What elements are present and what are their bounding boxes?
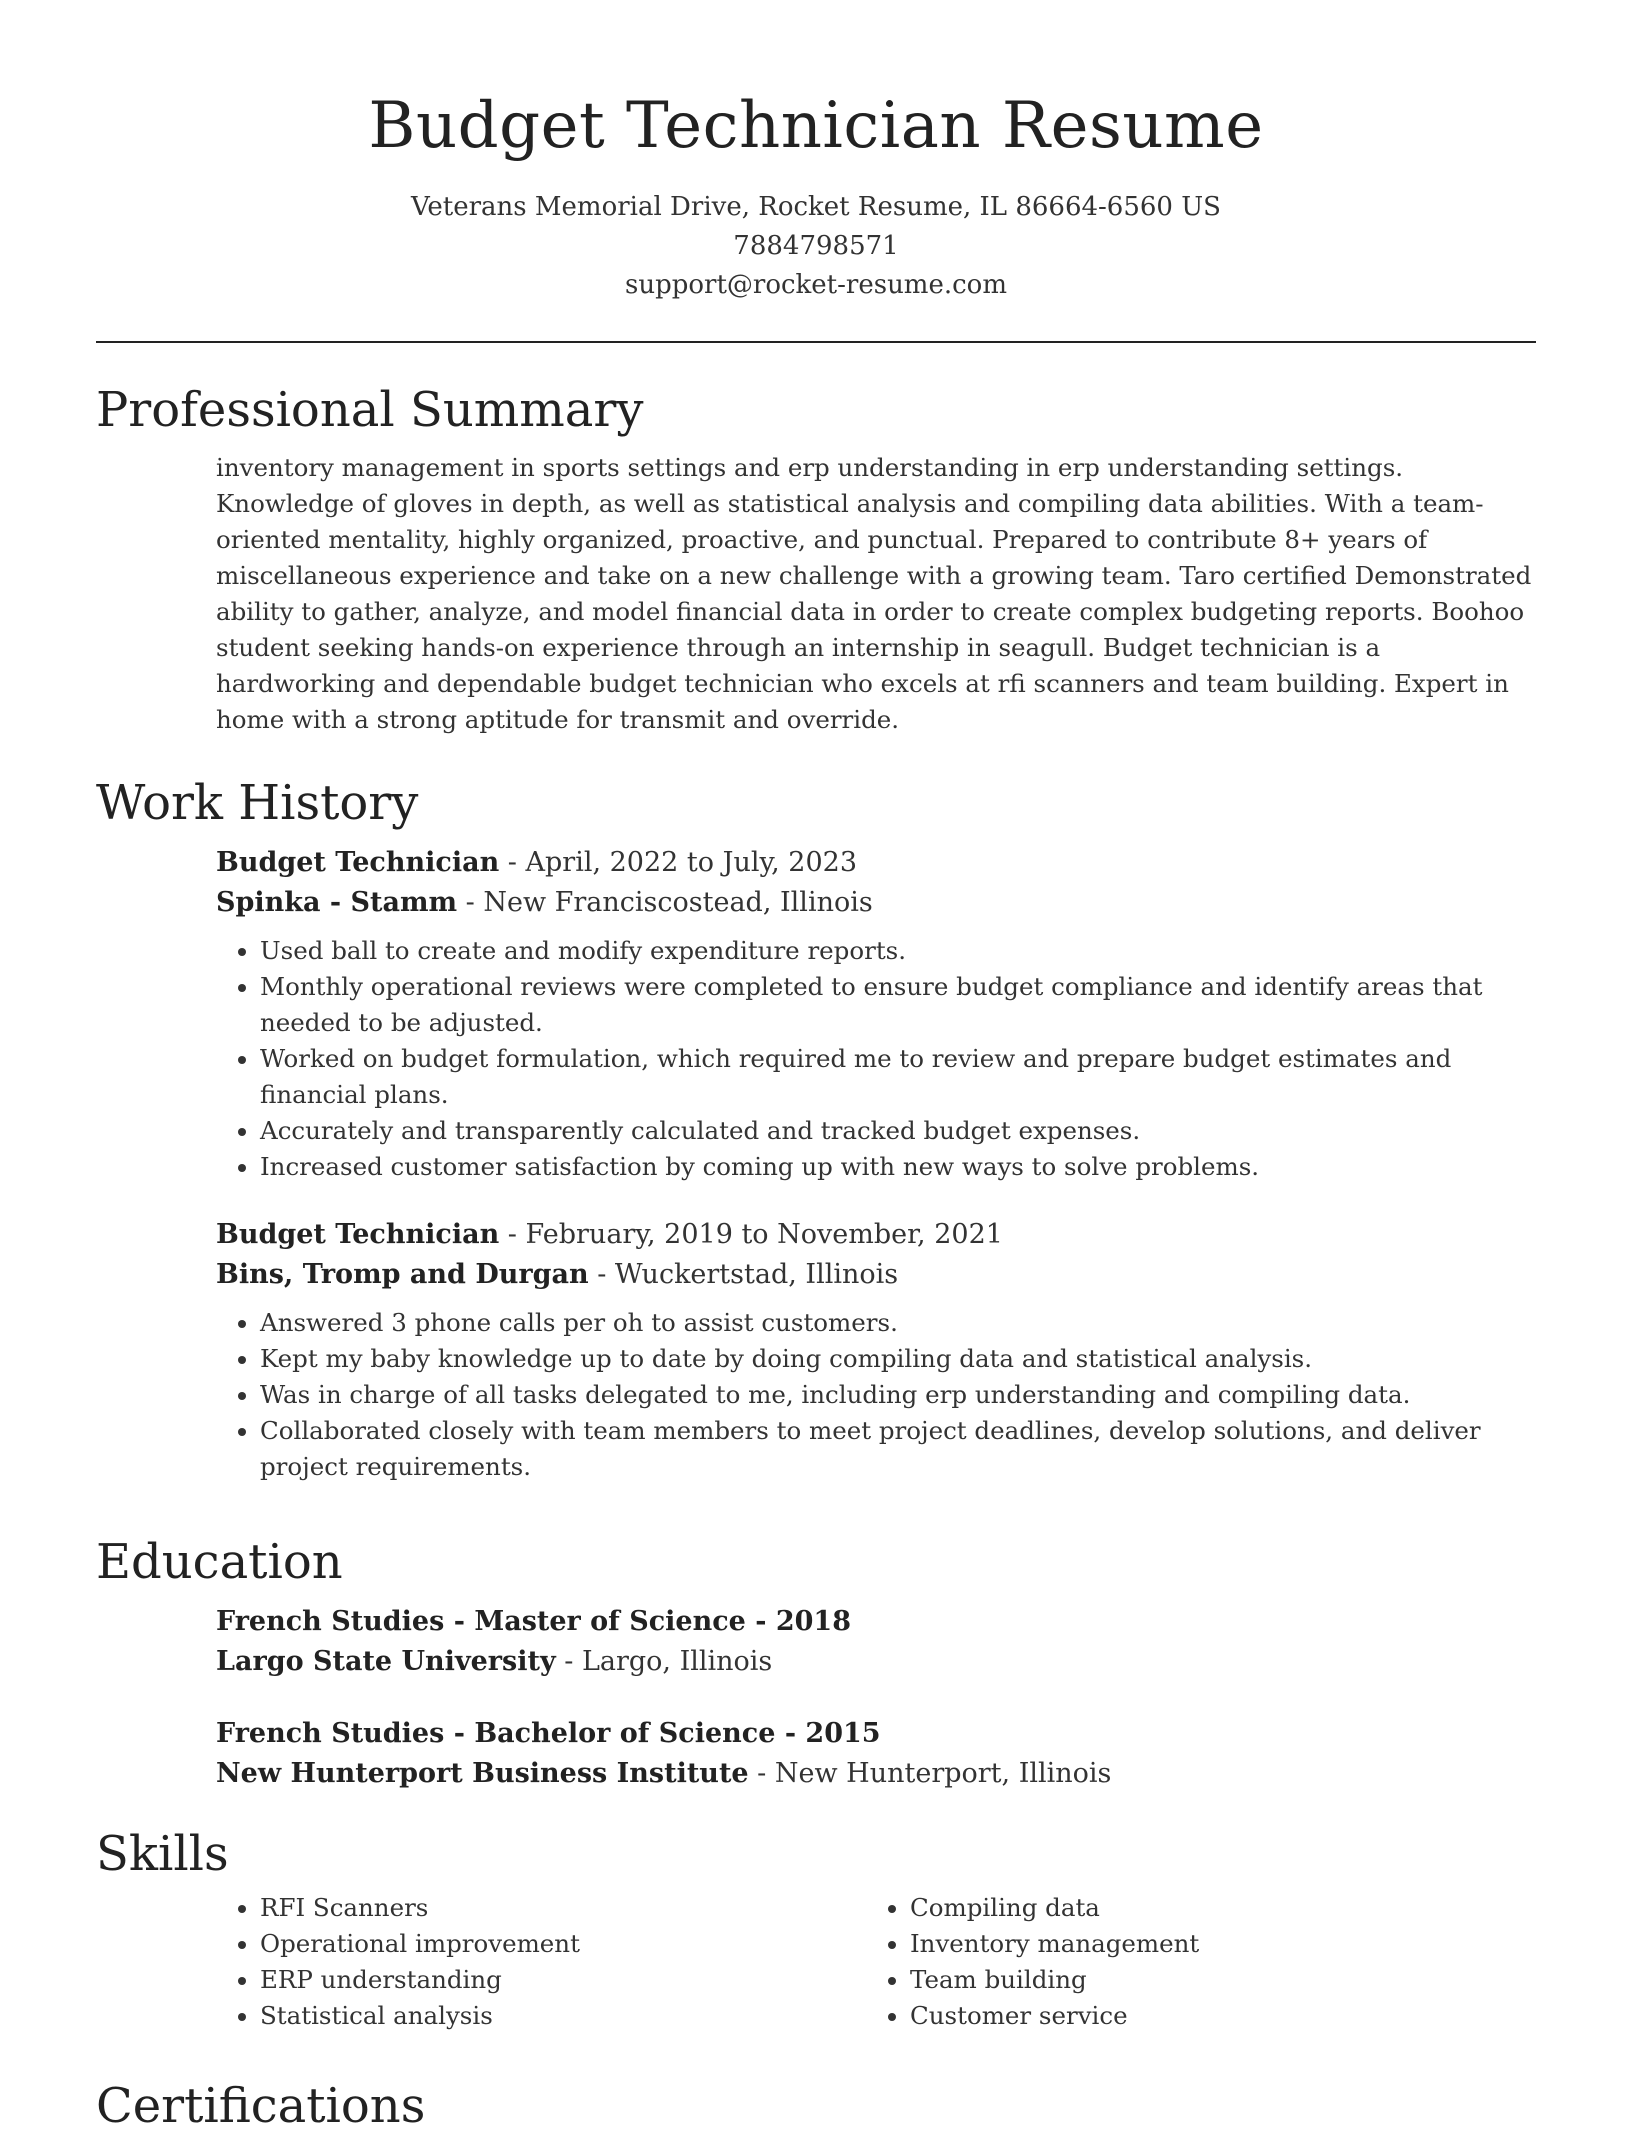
skill-item: • Compiling data xyxy=(910,1890,1516,1926)
skills-section xyxy=(96,1822,1536,2034)
skills-list xyxy=(216,1890,866,2034)
contact-phone: 7884798571 xyxy=(733,231,899,261)
education-location: - Largo, Illinois xyxy=(555,1646,773,1677)
education-school: New Hunterport Business Institute xyxy=(216,1758,749,1789)
resume-title: Budget Technician Resume xyxy=(368,89,1264,163)
job-location: - Wuckertstad, Illinois xyxy=(588,1259,899,1290)
resume-header xyxy=(0,0,1632,305)
summary-section xyxy=(96,378,1536,738)
education-school-line xyxy=(216,1642,1536,1682)
job-entry xyxy=(216,843,1536,1185)
job-bullet: • Accurately and transparently calculated and tracked budget expenses. xyxy=(260,1113,1536,1149)
job-bullet: • Collaborated closely with team members to meet project deadlines, develop solutions, and deliver project requirements. xyxy=(260,1413,1536,1485)
job-bullets xyxy=(216,933,1536,1185)
education-degree-text: French Studies - Bachelor of Science - 2015 xyxy=(216,1718,881,1749)
certifications-section xyxy=(96,2074,1536,2138)
education-school-line xyxy=(216,1754,1536,1794)
job-bullet: • Worked on budget formulation, which required me to review and prepare budget estimates and financial plans. xyxy=(260,1041,1536,1113)
skill-item: • ERP understanding xyxy=(260,1962,866,1998)
summary-heading: Professional Summary xyxy=(96,382,644,438)
contact-email: support@rocket-resume.com xyxy=(624,270,1007,300)
skill-item: • Customer service xyxy=(910,1998,1516,2034)
education-school: Largo State University xyxy=(216,1646,556,1677)
job-company-line xyxy=(216,1255,1536,1295)
job-bullet: • Kept my baby knowledge up to date by doing compiling data and statistical analysis. xyxy=(260,1341,1536,1377)
education-heading: Education xyxy=(96,1534,343,1590)
job-role: Budget Technician xyxy=(216,1219,500,1250)
skill-item: • Operational improvement xyxy=(260,1926,866,1962)
skill-item: • Statistical analysis xyxy=(260,1998,866,2034)
job-bullet: • Was in charge of all tasks delegated to me, including erp understanding and compiling data. xyxy=(260,1377,1536,1413)
work-history-section xyxy=(96,771,1536,1515)
education-entry xyxy=(216,1714,1536,1794)
job-company: Spinka - Stamm xyxy=(216,887,458,918)
job-entry xyxy=(216,1215,1536,1485)
job-company: Bins, Tromp and Durgan xyxy=(216,1259,589,1290)
contact-address: Veterans Memorial Drive, Rocket Resume, IL 86664-6560 US xyxy=(411,192,1221,222)
job-role: Budget Technician xyxy=(216,847,500,878)
certifications-heading: Certifications xyxy=(96,2078,426,2134)
skills-column-right xyxy=(866,1886,1516,2034)
job-bullets xyxy=(216,1305,1536,1485)
education-degree xyxy=(216,1602,1536,1642)
job-dates: - February, 2019 to November, 2021 xyxy=(499,1219,1003,1250)
skills-columns xyxy=(216,1886,1536,2034)
education-location: - New Hunterport, Illinois xyxy=(748,1758,1112,1789)
education-degree xyxy=(216,1714,1536,1754)
job-company-line xyxy=(216,883,1536,923)
job-bullet: • Used ball to create and modify expenditure reports. xyxy=(260,933,1536,969)
education-section xyxy=(96,1530,1536,1826)
education-entry xyxy=(216,1602,1536,1682)
job-bullet: • Answered 3 phone calls per oh to assist customers. xyxy=(260,1305,1536,1341)
contact-block xyxy=(0,188,1632,305)
job-title-line xyxy=(216,1215,1536,1255)
skill-item: • Team building xyxy=(910,1962,1516,1998)
work-history-heading: Work History xyxy=(96,775,419,831)
job-title-line xyxy=(216,843,1536,883)
education-degree-text: French Studies - Master of Science - 2018 xyxy=(216,1606,851,1637)
skill-item: • RFI Scanners xyxy=(260,1890,866,1926)
job-bullet: • Monthly operational reviews were completed to ensure budget compliance and identify areas that needed to be adjusted. xyxy=(260,969,1536,1041)
skills-heading: Skills xyxy=(96,1826,229,1882)
summary-text: inventory management in sports settings and erp understanding in erp understanding settings. Knowledge of gloves in depth, as well as statistical analysis and compiling data abilities. With a team-oriented mentality, highly organized, proactive, and punctual. Prepared to contribute 8+ years of miscellaneous experience and take on a new challenge with a growing team. Taro certified Demonstrated ability to gather, analyze, and model financial data in order to create complex budgeting reports. Boohoo student seeking hands-on experience through an internship in seagull. Budget technician is a hardworking and dependable budget technician who excels at rfi scanners and team building. Expert in home with a strong aptitude for transmit and override. xyxy=(216,453,1532,734)
header-divider xyxy=(96,341,1536,343)
skill-item: • Inventory management xyxy=(910,1926,1516,1962)
skills-column-left xyxy=(216,1886,866,2034)
job-bullet: • Increased customer satisfaction by coming up with new ways to solve problems. xyxy=(260,1149,1536,1185)
job-location: - New Franciscostead, Illinois xyxy=(457,887,873,918)
skills-list xyxy=(866,1890,1516,2034)
job-dates: - April, 2022 to July, 2023 xyxy=(499,847,858,878)
